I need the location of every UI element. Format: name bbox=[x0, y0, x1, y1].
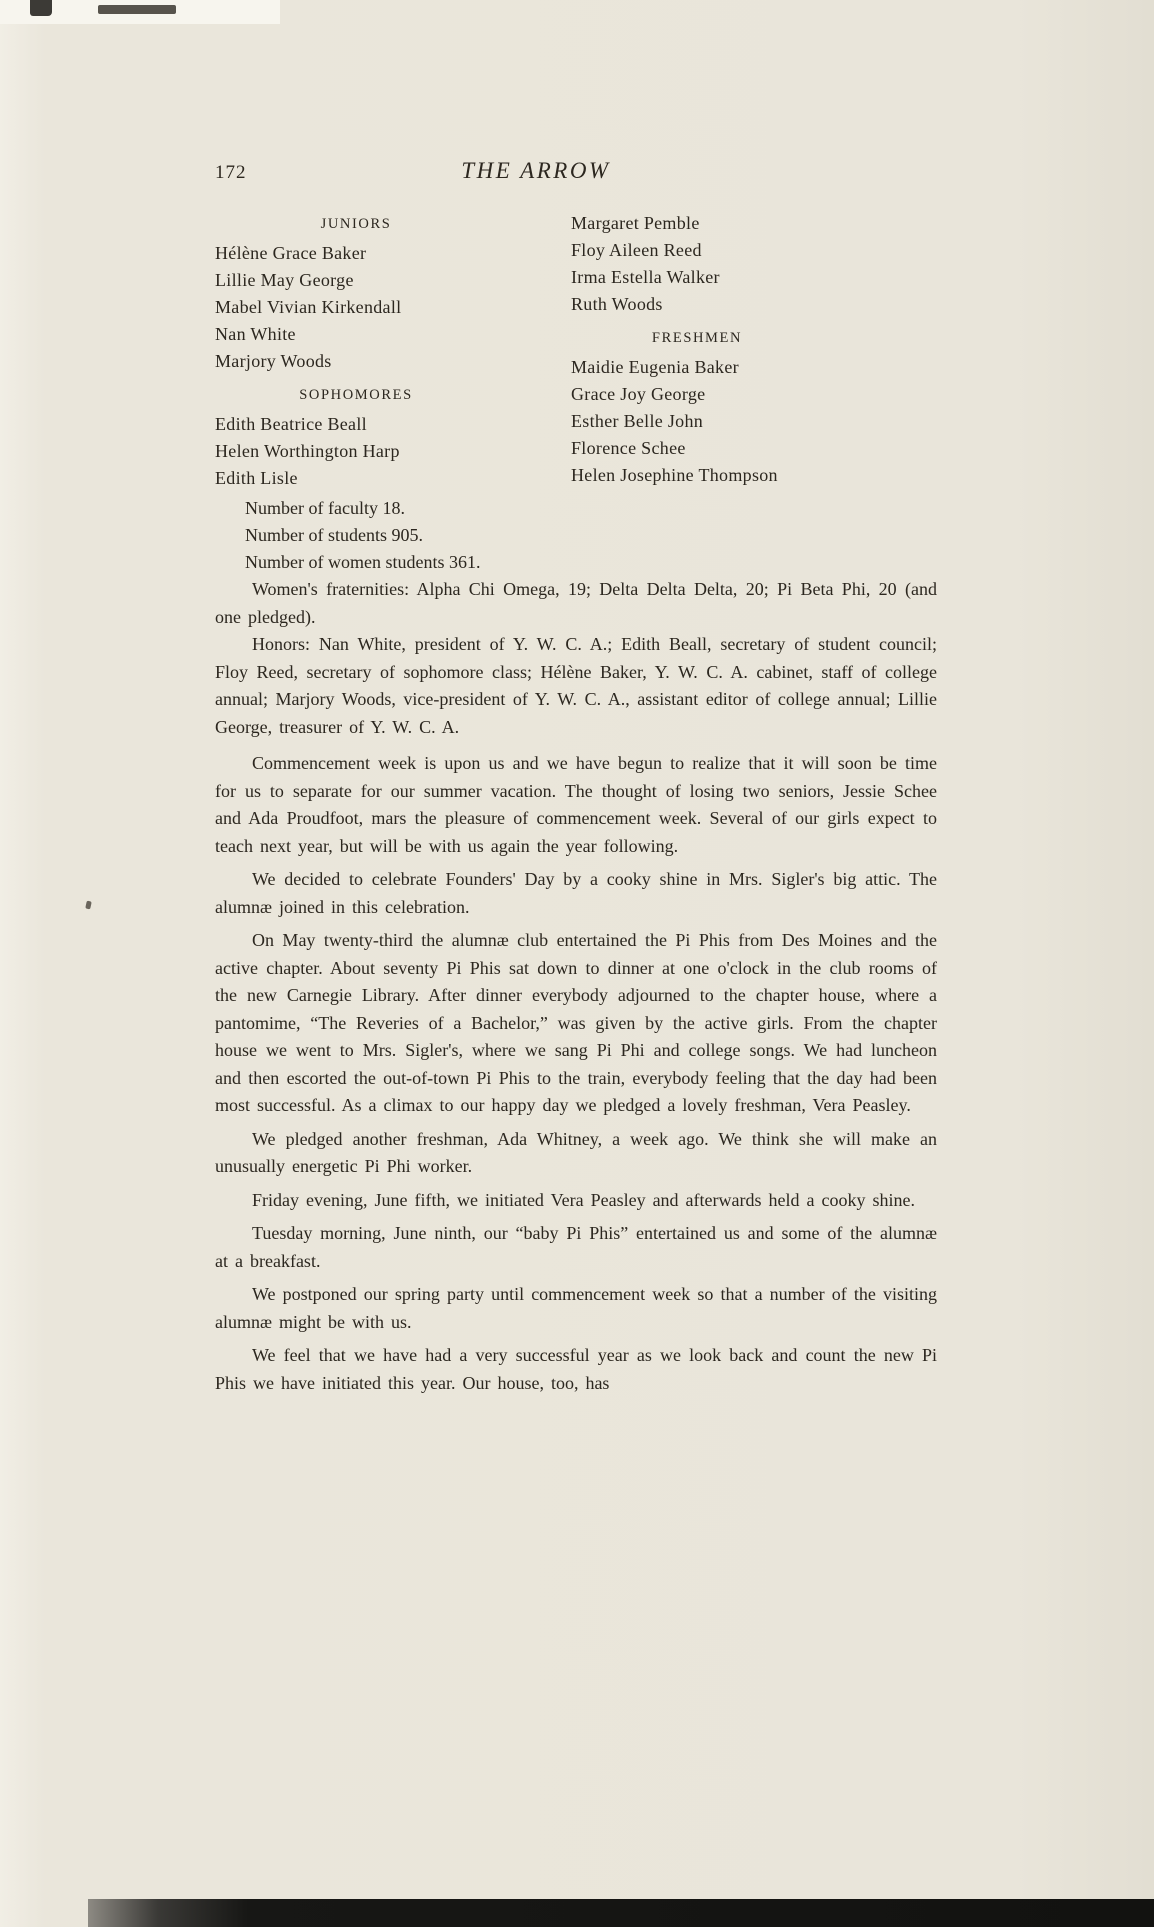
scan-tear-mark-icon bbox=[30, 0, 52, 16]
fraternities-paragraph: Women's fraternities: Alpha Chi Omega, 19; Delta Delta Delta, 20; Pi Beta Phi, 20 (and one pledged). bbox=[215, 579, 937, 627]
member-name: Grace Joy George bbox=[571, 384, 706, 404]
chapter-letter-body bbox=[215, 750, 937, 1397]
stat-line: Number of women students 361. bbox=[245, 552, 481, 572]
paragraph: Tuesday morning, June ninth, our “baby Pi Phis” entertained us and some of the alumnæ at a breakfast. bbox=[215, 1223, 937, 1271]
member-name: Irma Estella Walker bbox=[571, 267, 720, 287]
roster-column-right bbox=[571, 210, 937, 492]
class-heading-freshmen: FRESHMEN bbox=[651, 330, 743, 346]
member-name: Nan White bbox=[215, 324, 296, 344]
stat-line: Number of students 905. bbox=[245, 525, 423, 545]
member-name: Helen Josephine Thompson bbox=[571, 465, 778, 485]
paragraph: We pledged another freshman, Ada Whitney, a week ago. We think she will make an unusually energetic Pi Phi worker. bbox=[215, 1128, 937, 1176]
running-head bbox=[215, 150, 937, 184]
honors-paragraph: Honors: Nan White, president of Y. W. C. A.; Edith Beall, secretary of student council; Floy Reed, secretary of sophomore class; Hélène Baker, Y. W. C. A. cabinet, staff of college annual; Marjory Woods, vice-president of Y. W. C. A., assistant editor of college annual; Lillie George, treasurer of Y. W. C. A. bbox=[215, 634, 937, 737]
paragraph: Commencement week is upon us and we have begun to realize that it will soon be time for us to separate for our summer vacation. The thought of losing two seniors, Jessie Schee and Ada Proudfoot, mars the pleasure of commencement week. Several of our girls expect to teach next year, but will be with us again the year following. bbox=[215, 753, 937, 856]
stat-line: Number of faculty 18. bbox=[245, 498, 405, 518]
member-name: Margaret Pemble bbox=[571, 213, 700, 233]
class-heading-juniors: JUNIORS bbox=[320, 216, 392, 232]
page-number: 172 bbox=[215, 162, 247, 183]
member-name: Mabel Vivian Kirkendall bbox=[215, 297, 402, 317]
scan-bottom-shadow-bar bbox=[88, 1899, 1154, 1927]
member-name: Ruth Woods bbox=[571, 294, 663, 314]
scan-tear-mark-icon bbox=[98, 5, 176, 14]
member-name: Hélène Grace Baker bbox=[215, 243, 367, 263]
member-name: Floy Aileen Reed bbox=[571, 240, 702, 260]
paragraph: We decided to celebrate Founders' Day by a cooky shine in Mrs. Sigler's big attic. The alumnæ joined in this celebration. bbox=[215, 869, 937, 917]
running-title: THE ARROW bbox=[461, 158, 611, 183]
page-text-block bbox=[215, 150, 937, 1397]
paragraph: We feel that we have had a very successful year as we look back and count the new Pi Phis we have initiated this year. Our house, too, has bbox=[215, 1345, 937, 1393]
roster-column-left bbox=[215, 210, 571, 492]
paragraph: On May twenty-third the alumnæ club entertained the Pi Phis from Des Moines and the active chapter. About seventy Pi Phis sat down to dinner at one o'clock in the club rooms of the new Carnegie Library. After dinner everybody adjourned to the chapter house, where a pantomime, “The Reveries of a Bachelor,” was given by the active girls. From the chapter house we went to Mrs. Sigler's, where we sang Pi Phi and college songs. We had luncheon and then escorted the out-of-town Pi Phis to the train, everybody feeling that the day had been most successful. As a climax to our happy day we pledged a lovely freshman, Vera Peasley. bbox=[215, 930, 937, 1115]
member-name: Edith Beatrice Beall bbox=[215, 414, 367, 434]
member-name: Marjory Woods bbox=[215, 351, 332, 371]
chapter-stats bbox=[215, 495, 937, 576]
scan-speck-artifact bbox=[85, 901, 92, 910]
paragraph: Friday evening, June fifth, we initiated Vera Peasley and afterwards held a cooky shine. bbox=[252, 1189, 915, 1210]
class-heading-sophomores: SOPHOMORES bbox=[299, 387, 413, 403]
member-name: Edith Lisle bbox=[215, 468, 298, 488]
member-name: Esther Belle John bbox=[571, 411, 704, 431]
member-name: Maidie Eugenia Baker bbox=[571, 357, 739, 377]
member-name: Lillie May George bbox=[215, 270, 354, 290]
member-name: Florence Schee bbox=[571, 438, 686, 458]
member-roster bbox=[215, 210, 937, 492]
member-name: Helen Worthington Harp bbox=[215, 441, 400, 461]
paragraph: We postponed our spring party until commencement week so that a number of the visiting alumnæ might be with us. bbox=[215, 1284, 937, 1332]
